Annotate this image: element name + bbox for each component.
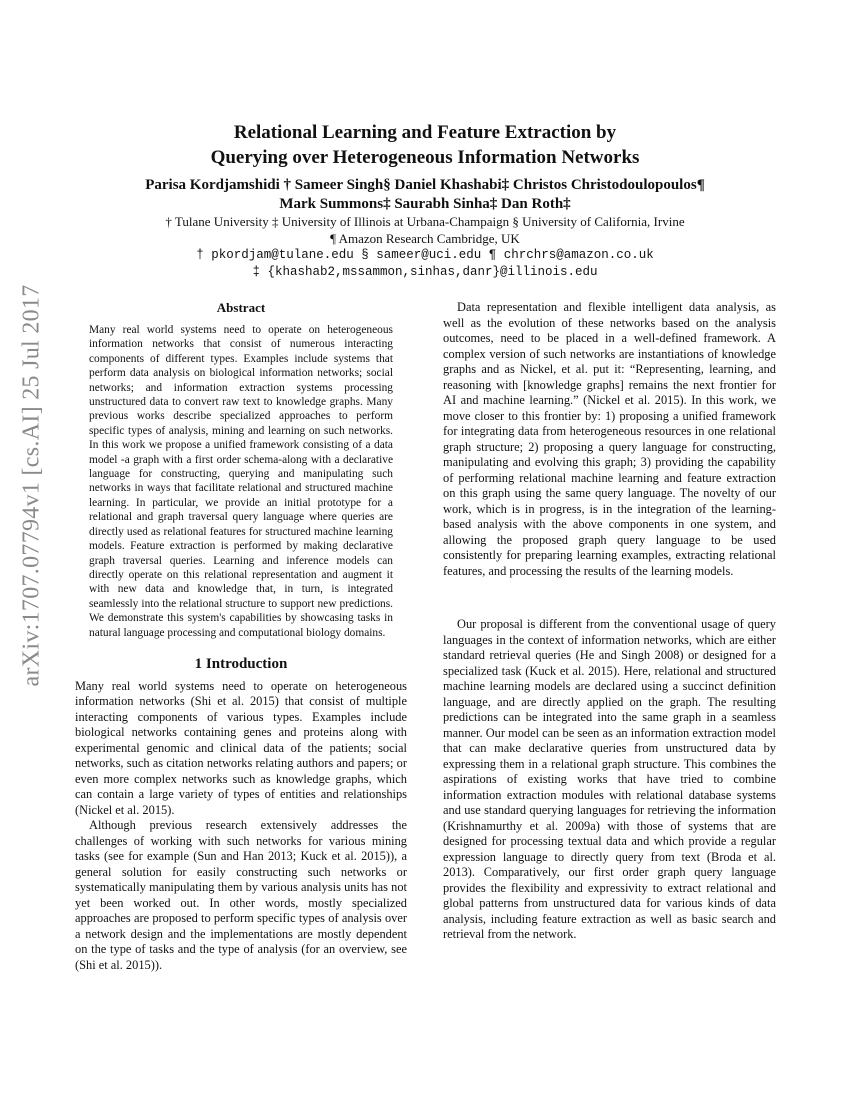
paragraph-gap <box>443 579 776 617</box>
paper-title <box>100 120 750 170</box>
affiliations-line-2: ¶ Amazon Research Cambridge, UK <box>330 231 520 246</box>
author-emails <box>90 247 760 281</box>
title-line-2: Querying over Heterogeneous Information Networks <box>210 147 640 168</box>
authors-line-1: Parisa Kordjamshidi † Sameer Singh§ Daniel Khashabi‡ Christos Christodoulopoulos¶ <box>145 177 705 193</box>
author-list <box>90 176 760 214</box>
right-paragraph-2: Our proposal is different from the conventional usage of query languages in the context of information networks, which are either standard retrieval queries (He and Singh 2008) or designed for a specialized task (Kuck et al. 2015). Here, relational and structured machine learning models are declared using a succinct definition language, and are directly applied on the graph. The resulting predictions can be integrated into the same graph in a seamless manner. Our model can be seen as an information extraction model that can make declarative queries from unstructured data by expressing them in a relational graph structure. This combines the aspirations of existing works that have tried to combine information extraction modules with relational database systems and use standard querying languages for retrieving the information (Krishnamurthy et al. 2009a) with those of systems that are designed for processing textual data and which provide a regular expression language to directly query from text (Broda et al. 2013). Comparatively, our first order graph query language provides the flexibility and expressivity to extract relational and global patterns from unstructured data for various kinds of data analysis, including feature extraction as well as basic search and retrieval from the network. <box>443 617 776 941</box>
abstract-heading: Abstract <box>216 300 266 315</box>
introduction-heading: 1 Introduction <box>194 655 288 672</box>
emails-line-2: ‡ {khashab2,mssammon,sinhas,danr}@illinois.edu <box>252 265 598 279</box>
intro-paragraph-1: Many real world systems need to operate on heterogeneous information networks (Shi et al. 2015) that consist of multiple interacting components of various types. Examples include biological networks containing genes and proteins along with experimental genomic and clinical data of the patients; social networks, such as citation networks relating authors and papers; or even more complex networks such as knowledge graphs, which can contain a large variety of types of entities and relationships (Nickel et al. 2015). <box>75 678 407 817</box>
arxiv-identifier: arXiv:1707.07794v1 [cs.AI] 25 Jul 2017 <box>18 284 45 687</box>
right-paragraph-1: Data representation and flexible intelligent data analysis, as well as the evolution of these networks based on the analysis outcomes, need to be placed in a well-defined framework. A complex version of such networks are instantiations of knowledge graphs and as Nickel, et al. put it: “Representing, learning, and reasoning with [knowledge graphs] remains the next frontier for AI and machine learning.” (Nickel et al. 2015). In this work, we move closer to this frontier by: 1) proposing a unified framework for integrating data from heterogeneous resources in one relational graph structure; 2) proposing a query language for constructing, manipulating and evolving this graph; 3) providing the capability of performing relational machine learning and feature extraction on this graph using the same query language. The novelty of our work, which is in progress, is in the integration of the learning-based analysis with the above components in one system, and allowing the proposed graph query language to be used consistently for preparing learning examples, extracting relational features, and processing the results of the learning models. <box>443 300 776 578</box>
title-line-1: Relational Learning and Feature Extraction by <box>233 122 617 143</box>
emails-line-1: † pkordjam@tulane.edu § sameer@uci.edu ¶ chrchrs@amazon.co.uk <box>196 248 654 262</box>
intro-paragraph-2: Although previous research extensively addresses the challenges of working with such networks for various mining tasks (see for example (Sun and Han 2013; Kuck et al. 2015)), a general solution for easily constructing such networks or systematically manipulating them by various analysis units has not yet been worked out. In other words, mostly specialized approaches are proposed to perform specific types of analysis over a network design and the implementations are mostly dependent on the type of tasks and the type of analysis (for an overview, see (Shi et al. 2015)). <box>75 818 407 972</box>
affiliations <box>90 213 760 247</box>
affiliations-line-1: † Tulane University ‡ University of Illinois at Urbana-Champaign § University of California, Irvine <box>165 214 685 229</box>
authors-line-2: Mark Summons‡ Saurabh Sinha‡ Dan Roth‡ <box>279 196 571 212</box>
left-column <box>75 300 407 973</box>
right-column <box>443 300 776 943</box>
abstract-text: Many real world systems need to operate on heterogeneous information networks that consist of numerous interacting components of different types. Examples include systems that perform data analysis on biological information networks; social networks; and information extraction systems processing unstructured data to convert raw text to knowledge graphs. Many previous works describe specialized approaches to perform specific types of analysis, mining and learning on such networks. In this work we propose a unified framework consisting of a data model -a graph with a first order schema-along with a declarative language for constructing, querying and manipulating such networks in ways that facilitate relational and structured machine learning. In particular, we provide an initial prototype for a relational and graph traversal query language where queries are directly used as relational features for structured machine learning models. Feature extraction is performed by making declarative graph traversal queries. Learning and inference models can directly operate on this relational representation and augment it with new data and knowledge that, in turn, is integrated seamlessly into the relational structure to support new predictions. We demonstrate this system's capabilities by showcasing tasks in natural language processing and computational biology domains. <box>89 324 393 639</box>
arxiv-identifier-margin <box>12 284 52 690</box>
